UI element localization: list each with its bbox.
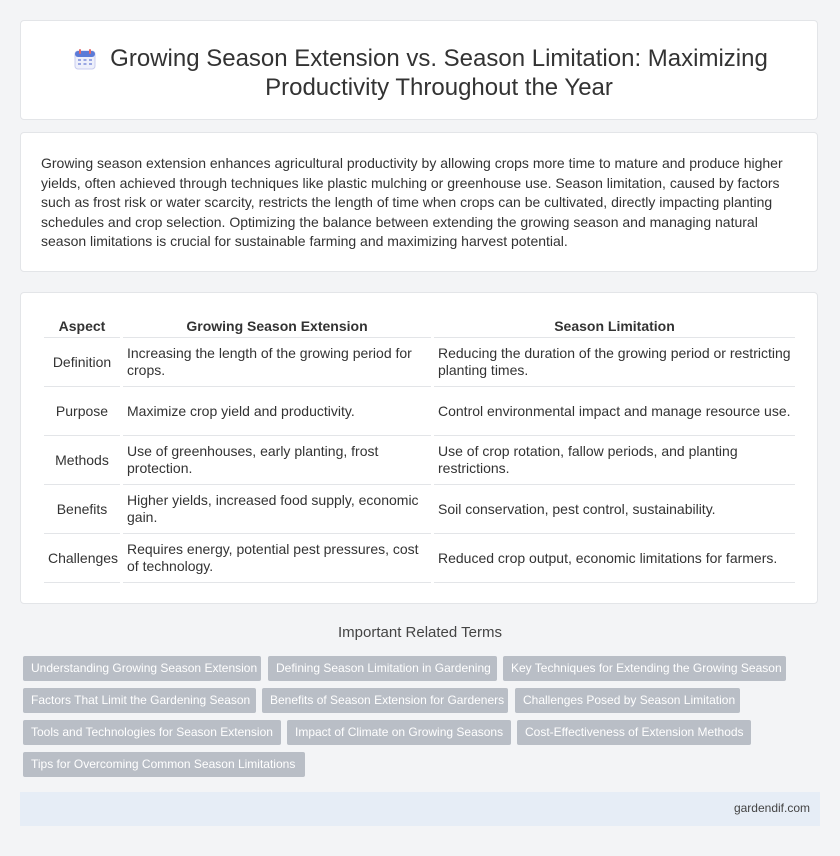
limitation-cell: Reducing the duration of the growing period or restricting planting times. [434,338,795,387]
intro-card [20,132,818,272]
table-header-row [44,315,795,338]
comparison-table [41,315,798,583]
limitation-cell: Use of crop rotation, fallow periods, and planting restrictions. [434,436,795,485]
table-row [44,534,795,583]
related-term-tag[interactable]: Understanding Growing Season Extension [23,656,261,681]
site-name[interactable]: gardendif.com [733,801,810,815]
limitation-cell: Reduced crop output, economic limitations for farmers. [434,534,795,583]
related-terms-title: Important Related Terms [338,624,502,641]
extension-cell: Higher yields, increased food supply, economic gain. [123,485,431,534]
column-header: Season Limitation [434,315,795,338]
related-term-tag[interactable]: Cost-Effectiveness of Extension Methods [517,720,751,745]
extension-cell: Increasing the length of the growing period for crops. [123,338,431,387]
aspect-cell: Definition [44,338,120,387]
column-header: Aspect [44,315,120,338]
extension-cell: Requires energy, potential pest pressures, cost of technology. [123,534,431,583]
table-row [44,387,795,436]
related-term-tag[interactable]: Challenges Posed by Season Limitation [515,688,740,713]
related-term-tag[interactable]: Defining Season Limitation in Gardening [268,656,497,681]
extension-cell: Maximize crop yield and productivity. [123,387,431,436]
aspect-cell: Methods [44,436,120,485]
limitation-cell: Soil conservation, pest control, sustainability. [434,485,795,534]
limitation-cell: Control environmental impact and manage resource use. [434,387,795,436]
related-term-tag[interactable]: Benefits of Season Extension for Gardeners [262,688,508,713]
related-term-tag[interactable]: Factors That Limit the Gardening Season [23,688,256,713]
aspect-cell: Purpose [44,387,120,436]
table-row [44,338,795,387]
table-row [44,485,795,534]
intro-text: Growing season extension enhances agricultural productivity by allowing crops more time to mature and produce higher yields, often achieved through techniques like plastic mulching or greenhouse use. Season limitation, caused by factors such as frost risk or water scarcity, restricts the length of time when crops can be cultivated, directly impacting planting schedules and crop selection. Optimizing the balance between extending the growing season and managing natural season limitations is crucial for sustainable farming and maximizing harvest potential. [41,155,783,249]
page-title: Growing Season Extension vs. Season Limitation: Maximizing Productivity Throughout the Year [110,45,768,101]
aspect-cell: Challenges [44,534,120,583]
related-term-tag[interactable]: Tools and Technologies for Season Extension [23,720,281,745]
table-row [44,436,795,485]
related-term-tag[interactable]: Key Techniques for Extending the Growing Season [503,656,786,681]
related-term-tag[interactable]: Tips for Overcoming Common Season Limitations [23,752,305,777]
extension-cell: Use of greenhouses, early planting, frost protection. [123,436,431,485]
related-term-tag[interactable]: Impact of Climate on Growing Seasons [287,720,511,745]
header-card [20,20,818,120]
footer [20,792,820,826]
comparison-card [20,292,818,604]
aspect-cell: Benefits [44,485,120,534]
column-header: Growing Season Extension [123,315,431,338]
